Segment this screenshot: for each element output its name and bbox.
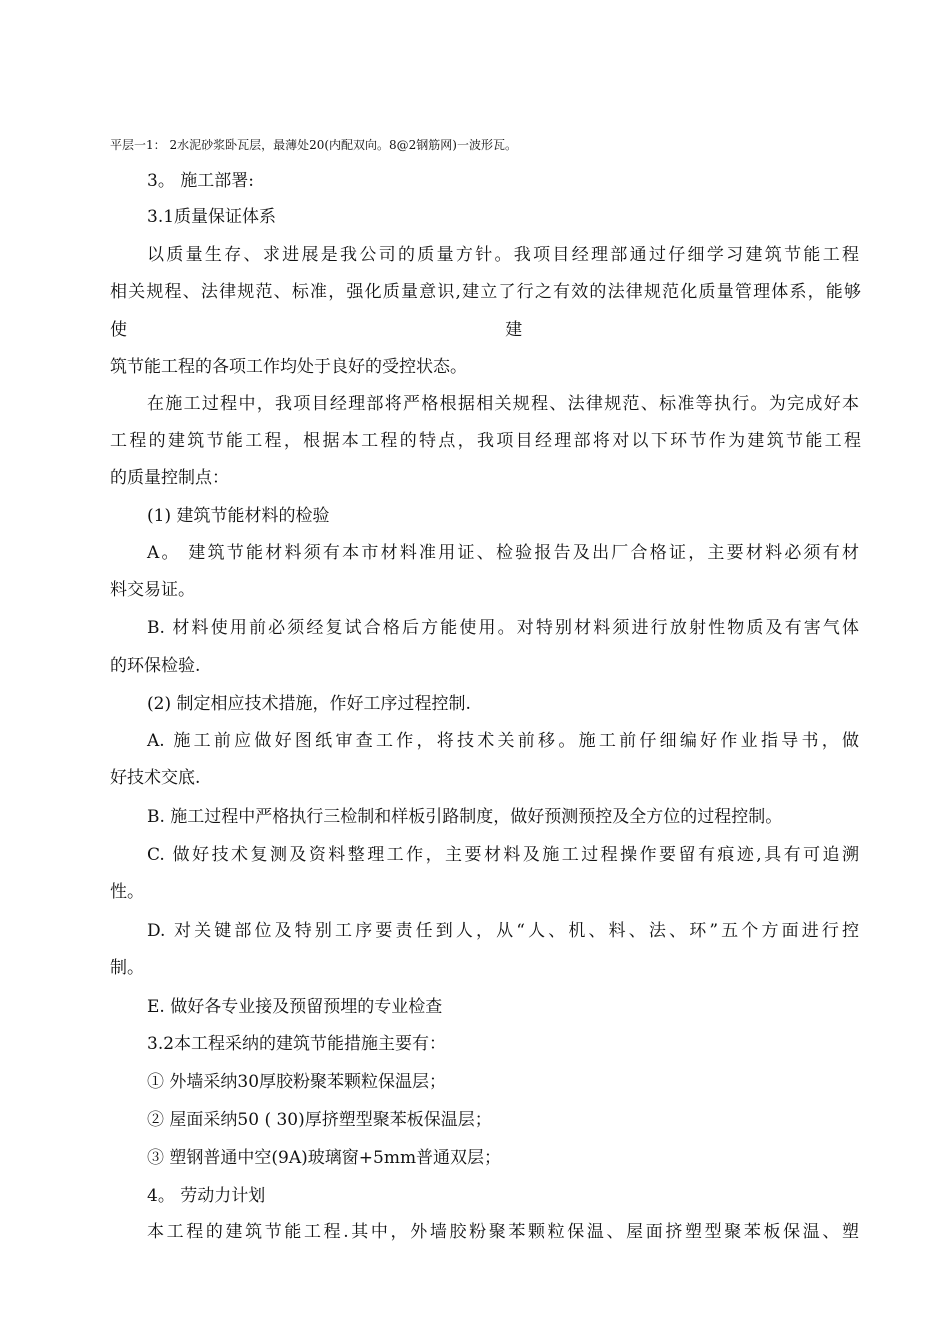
- list-heading: (1) 建筑节能材料的检验: [147, 506, 330, 526]
- paragraph-line: 好技术交底.: [110, 768, 201, 788]
- paragraph-line: E. 做好各专业接及预留预埋的专业检查: [147, 997, 443, 1017]
- paragraph-line: C. 做好技术复测及资料整理工作，主要材料及施工过程操作要留有痕迹,具有可追溯: [147, 845, 859, 865]
- subsection-heading: 3.2本工程采纳的建筑节能措施主要有：: [147, 1034, 447, 1054]
- paragraph-line: B. 材料使用前必须经复试合格后方能使用。对特别材料须进行放射性物质及有害气体: [147, 618, 859, 638]
- list-heading: (2) 制定相应技术措施，作好工序过程控制.: [147, 694, 471, 714]
- paragraph-line: 使 建: [110, 320, 523, 340]
- paragraph-line: 相关规程、法律规范、标准，强化质量意识,建立了行之有效的法律规范化质量管理体系，能够: [110, 282, 861, 302]
- list-item: ③ 塑钢普通中空(9A)玻璃窗+5mm普通双层；: [147, 1148, 502, 1168]
- paragraph-line: 筑节能工程的各项工作均处于良好的受控状态。: [110, 357, 467, 377]
- text-line: 平层一1： 2水泥砂浆卧瓦层，最薄处20(内配双向。8@2钢筋网)一波形瓦。: [110, 138, 517, 152]
- paragraph-line: 以质量生存、求进展是我公司的质量方针。我项目经理部通过仔细学习建筑节能工程: [147, 245, 859, 265]
- paragraph-line: D. 对关键部位及特别工序要责任到人，从“人、机、料、法、环”五个方面进行控: [147, 921, 859, 941]
- paragraph-line: 制。: [110, 958, 144, 978]
- subsection-heading: 3.1质量保证体系: [147, 207, 277, 227]
- list-item: ② 屋面采纳50 ( 30)厚挤塑型聚苯板保温层；: [147, 1110, 492, 1130]
- paragraph-line: 在施工过程中，我项目经理部将严格根据相关规程、法律规范、标准等执行。为完成好本: [147, 394, 859, 414]
- paragraph-line: B. 施工过程中严格执行三检制和样板引路制度，做好预测预控及全方位的过程控制。: [147, 807, 783, 827]
- paragraph-line: 本工程的建筑节能工程.其中，外墙胶粉聚苯颗粒保温、屋面挤塑型聚苯板保温、塑: [147, 1222, 859, 1242]
- section-heading: 4。 劳动力计划: [147, 1186, 266, 1206]
- paragraph-line: 工程的建筑节能工程，根据本工程的特点，我项目经理部将对以下环节作为建筑节能工程: [110, 431, 861, 451]
- section-heading: 3。 施工部署:: [147, 171, 254, 191]
- paragraph-line: 料交易证。: [110, 580, 195, 600]
- paragraph-line: 性。: [110, 882, 144, 902]
- paragraph-line: A。 建筑节能材料须有本市材料准用证、检验报告及出厂合格证，主要材料必须有材: [147, 543, 859, 563]
- paragraph-line: 的质量控制点：: [110, 468, 229, 488]
- paragraph-line: A. 施工前应做好图纸审查工作，将技术关前移。施工前仔细编好作业指导书，做: [147, 731, 859, 751]
- paragraph-line: 的环保检验.: [110, 656, 201, 676]
- list-item: ① 外墙采纳30厚胶粉聚苯颗粒保温层；: [147, 1072, 447, 1092]
